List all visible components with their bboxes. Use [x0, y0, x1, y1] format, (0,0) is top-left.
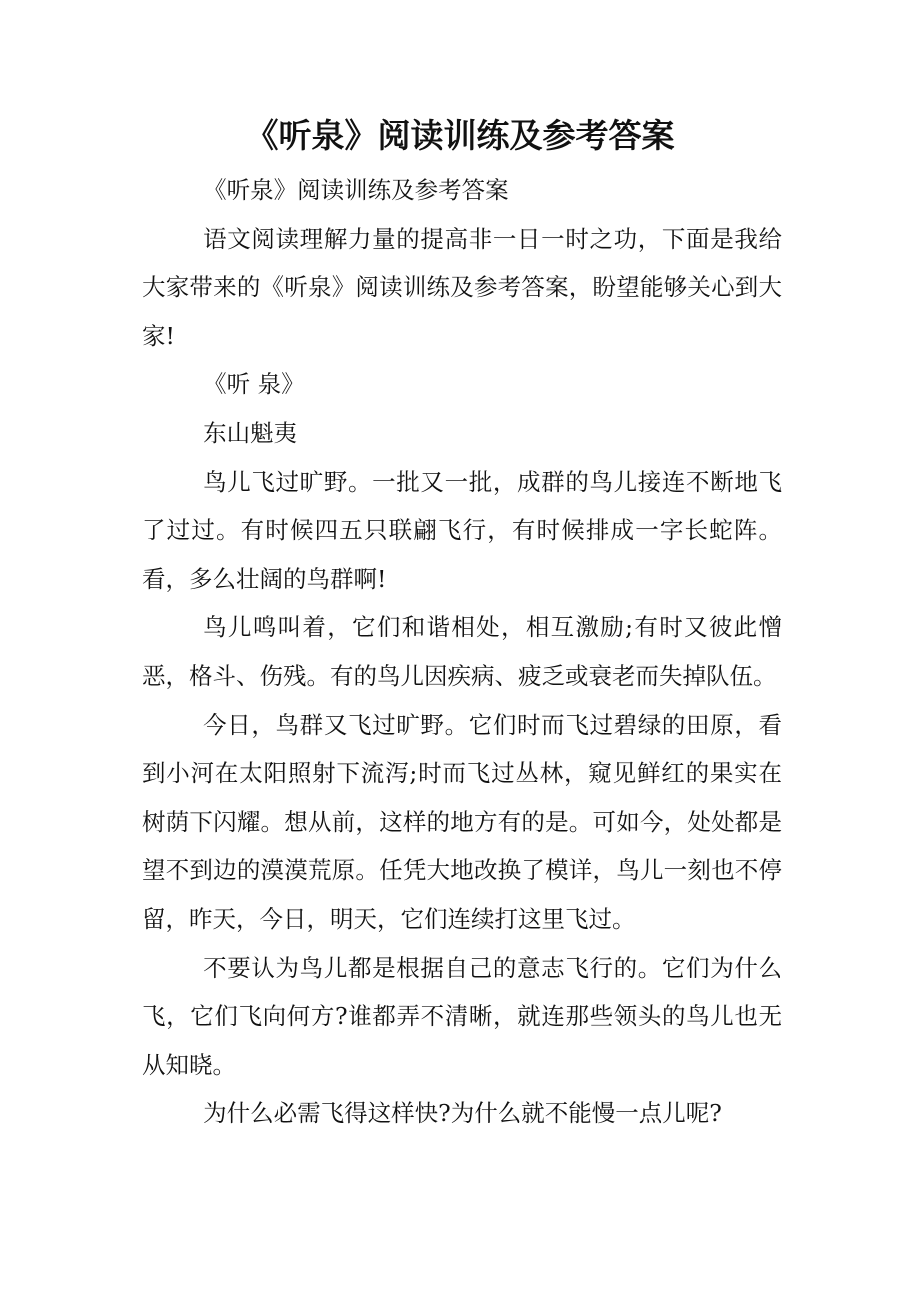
document-body — [142, 166, 782, 1138]
essay-paragraph: 不要认为鸟儿都是根据自己的意志飞行的。它们为什么飞，它们飞向何方?谁都弄不清晰，就连那些领头的鸟儿也无从知晓。 — [142, 953, 782, 1079]
subtitle-paragraph: 《听泉》阅读训练及参考答案 — [203, 176, 509, 204]
essay-author: 东山魁夷 — [203, 418, 298, 447]
essay-paragraph: 为什么必需飞得这样快?为什么就不能慢一点儿呢? — [203, 1099, 722, 1128]
essay-paragraph: 鸟儿鸣叫着，它们和谐相处，相互激励;有时又彼此憎恶，格斗、伤残。有的鸟儿因疾病、疲乏或衰老而失掉队伍。 — [142, 613, 782, 690]
essay-title: 《听 泉》 — [203, 370, 305, 399]
intro-paragraph: 语文阅读理解力量的提高非一日一时之功，下面是我给大家带来的《听泉》阅读训练及参考答案，盼望能够关心到大家! — [142, 224, 782, 350]
essay-paragraph: 鸟儿飞过旷野。一批又一批，成群的鸟儿接连不断地飞了过过。有时候四五只联翩飞行，有时候排成一字长蛇阵。看，多么壮阔的鸟群啊! — [142, 467, 782, 593]
essay-paragraph: 今日，鸟群又飞过旷野。它们时而飞过碧绿的田原，看到小河在太阳照射下流泻;时而飞过丛林，窥见鲜红的果实在树荫下闪耀。想从前，这样的地方有的是。可如今，处处都是望不到边的漠漠荒原。任凭大地改换了模详，鸟儿一刻也不停留，昨天，今日，明天，它们连续打这里飞过。 — [142, 710, 782, 933]
document-title: 《听泉》阅读训练及参考答案 — [245, 116, 675, 155]
